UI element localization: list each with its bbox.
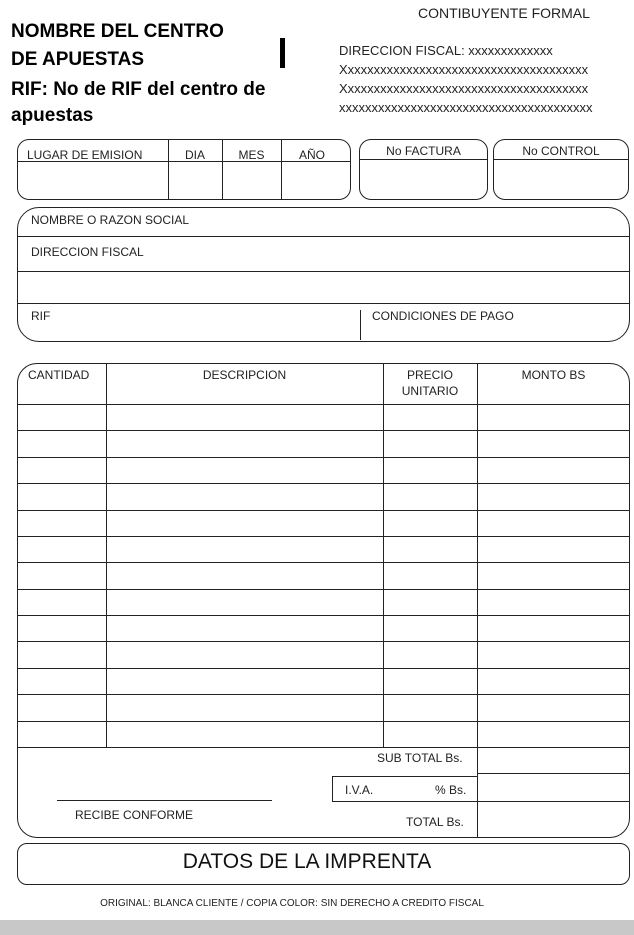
description-cell[interactable] — [108, 564, 382, 586]
control-number-label: No CONTROL — [522, 144, 600, 158]
unit-price-cell[interactable] — [385, 564, 476, 586]
description-cell[interactable] — [108, 617, 382, 639]
month-label: MES — [238, 148, 265, 162]
table-row-divider — [17, 721, 630, 722]
text-cursor-mark — [280, 38, 285, 68]
printer-data-label: DATOS DE LA IMPRENTA — [182, 850, 432, 873]
table-row-divider — [17, 430, 630, 431]
business-name-line2: DE APUESTAS — [11, 49, 145, 70]
place-of-issue-field[interactable] — [19, 163, 167, 197]
page-bottom-bar — [0, 920, 634, 935]
description-cell[interactable] — [108, 512, 382, 534]
quantity-cell[interactable] — [19, 485, 105, 507]
col-quantity-header: CANTIDAD — [28, 368, 90, 382]
unit-price-cell[interactable] — [385, 643, 476, 665]
year-field[interactable] — [283, 163, 348, 197]
unit-price-cell[interactable] — [385, 617, 476, 639]
rif-line1: RIF: No de RIF del centro de — [11, 79, 266, 100]
quantity-cell[interactable] — [19, 696, 105, 718]
amount-cell[interactable] — [479, 591, 627, 613]
table-row-divider — [17, 668, 630, 669]
description-cell[interactable] — [108, 485, 382, 507]
table-row-divider — [17, 457, 630, 458]
subtotal-field[interactable] — [479, 749, 627, 771]
amount-cell[interactable] — [479, 538, 627, 560]
total-label: TOTAL Bs. — [406, 815, 464, 829]
table-row-divider — [17, 615, 630, 616]
amount-cell[interactable] — [479, 485, 627, 507]
unit-price-cell[interactable] — [385, 459, 476, 481]
col-description-header: DESCRIPCION — [202, 368, 287, 382]
place-of-issue-label: LUGAR DE EMISION — [27, 148, 143, 162]
quantity-cell[interactable] — [19, 670, 105, 692]
table-row-divider — [17, 536, 630, 537]
year-label: AÑO — [298, 148, 325, 162]
signature-line — [57, 800, 272, 801]
amount-cell[interactable] — [479, 459, 627, 481]
description-cell[interactable] — [108, 406, 382, 428]
received-label: RECIBE CONFORME — [75, 808, 194, 822]
description-cell[interactable] — [108, 432, 382, 454]
amount-cell[interactable] — [479, 696, 627, 718]
description-cell[interactable] — [108, 670, 382, 692]
table-row-divider — [17, 510, 630, 511]
quantity-cell[interactable] — [19, 591, 105, 613]
quantity-cell[interactable] — [19, 617, 105, 639]
amount-cell[interactable] — [479, 643, 627, 665]
description-cell[interactable] — [108, 459, 382, 481]
quantity-cell[interactable] — [19, 723, 105, 745]
month-field[interactable] — [224, 163, 280, 197]
fiscal-address-line1: DIRECCION FISCAL: xxxxxxxxxxxxx — [339, 43, 553, 58]
description-cell[interactable] — [108, 643, 382, 665]
client-rif-label: RIF — [31, 309, 51, 323]
client-data-box — [17, 207, 630, 342]
day-field[interactable] — [170, 163, 221, 197]
total-field[interactable] — [479, 805, 627, 833]
rif-line2: apuestas — [11, 105, 94, 126]
unit-price-cell[interactable] — [385, 512, 476, 534]
invoice-number-field[interactable] — [361, 161, 486, 197]
unit-price-cell[interactable] — [385, 696, 476, 718]
quantity-cell[interactable] — [19, 459, 105, 481]
unit-price-cell[interactable] — [385, 538, 476, 560]
unit-price-cell[interactable] — [385, 406, 476, 428]
quantity-cell[interactable] — [19, 512, 105, 534]
amount-cell[interactable] — [479, 406, 627, 428]
description-cell[interactable] — [108, 696, 382, 718]
unit-price-cell[interactable] — [385, 432, 476, 454]
footer-note: ORIGINAL: BLANCA CLIENTE / COPIA COLOR: SIN DERECHO A CREDITO FISCAL — [100, 898, 484, 909]
taxpayer-type: CONTIBUYENTE FORMAL — [418, 5, 590, 21]
control-number-field[interactable] — [495, 161, 627, 197]
quantity-cell[interactable] — [19, 406, 105, 428]
business-name-line1: NOMBRE DEL CENTRO — [11, 21, 224, 42]
iva-label: I.V.A. — [345, 783, 374, 797]
payment-terms-label: CONDICIONES DE PAGO — [372, 309, 514, 323]
amount-cell[interactable] — [479, 670, 627, 692]
description-cell[interactable] — [108, 723, 382, 745]
description-cell[interactable] — [108, 538, 382, 560]
fiscal-address-line3: Xxxxxxxxxxxxxxxxxxxxxxxxxxxxxxxxxxxxxx — [339, 81, 589, 96]
table-row-divider — [17, 747, 630, 748]
col-amount-header: MONTO BS — [521, 368, 586, 382]
table-row-divider — [17, 562, 630, 563]
col-unit-price-header-line2: UNITARIO — [401, 384, 459, 398]
amount-cell[interactable] — [479, 512, 627, 534]
client-address-label: DIRECCION FISCAL — [31, 245, 144, 259]
table-row-divider — [17, 589, 630, 590]
table-row-divider — [17, 404, 630, 405]
amount-cell[interactable] — [479, 564, 627, 586]
col-unit-price-header-line1: PRECIO — [406, 368, 453, 382]
table-row-divider — [17, 483, 630, 484]
iva-percent-label: % Bs. — [435, 783, 467, 797]
unit-price-cell[interactable] — [385, 485, 476, 507]
client-name-label: NOMBRE O RAZON SOCIAL — [31, 213, 190, 227]
amount-cell[interactable] — [479, 432, 627, 454]
iva-field[interactable] — [479, 777, 627, 799]
unit-price-cell[interactable] — [385, 723, 476, 745]
fiscal-address-line4: xxxxxxxxxxxxxxxxxxxxxxxxxxxxxxxxxxxxxxx — [339, 100, 593, 115]
quantity-cell[interactable] — [19, 564, 105, 586]
table-row-divider — [17, 694, 630, 695]
amount-cell[interactable] — [479, 723, 627, 745]
quantity-cell[interactable] — [19, 432, 105, 454]
table-row-divider — [17, 641, 630, 642]
description-cell[interactable] — [108, 591, 382, 613]
unit-price-cell[interactable] — [385, 670, 476, 692]
fiscal-address-line2: Xxxxxxxxxxxxxxxxxxxxxxxxxxxxxxxxxxxxxx — [339, 62, 589, 77]
quantity-cell[interactable] — [19, 538, 105, 560]
subtotal-label: SUB TOTAL Bs. — [377, 751, 463, 765]
quantity-cell[interactable] — [19, 643, 105, 665]
amount-cell[interactable] — [479, 617, 627, 639]
unit-price-cell[interactable] — [385, 591, 476, 613]
invoice-number-label: No FACTURA — [386, 144, 461, 158]
day-label: DIA — [184, 148, 205, 162]
